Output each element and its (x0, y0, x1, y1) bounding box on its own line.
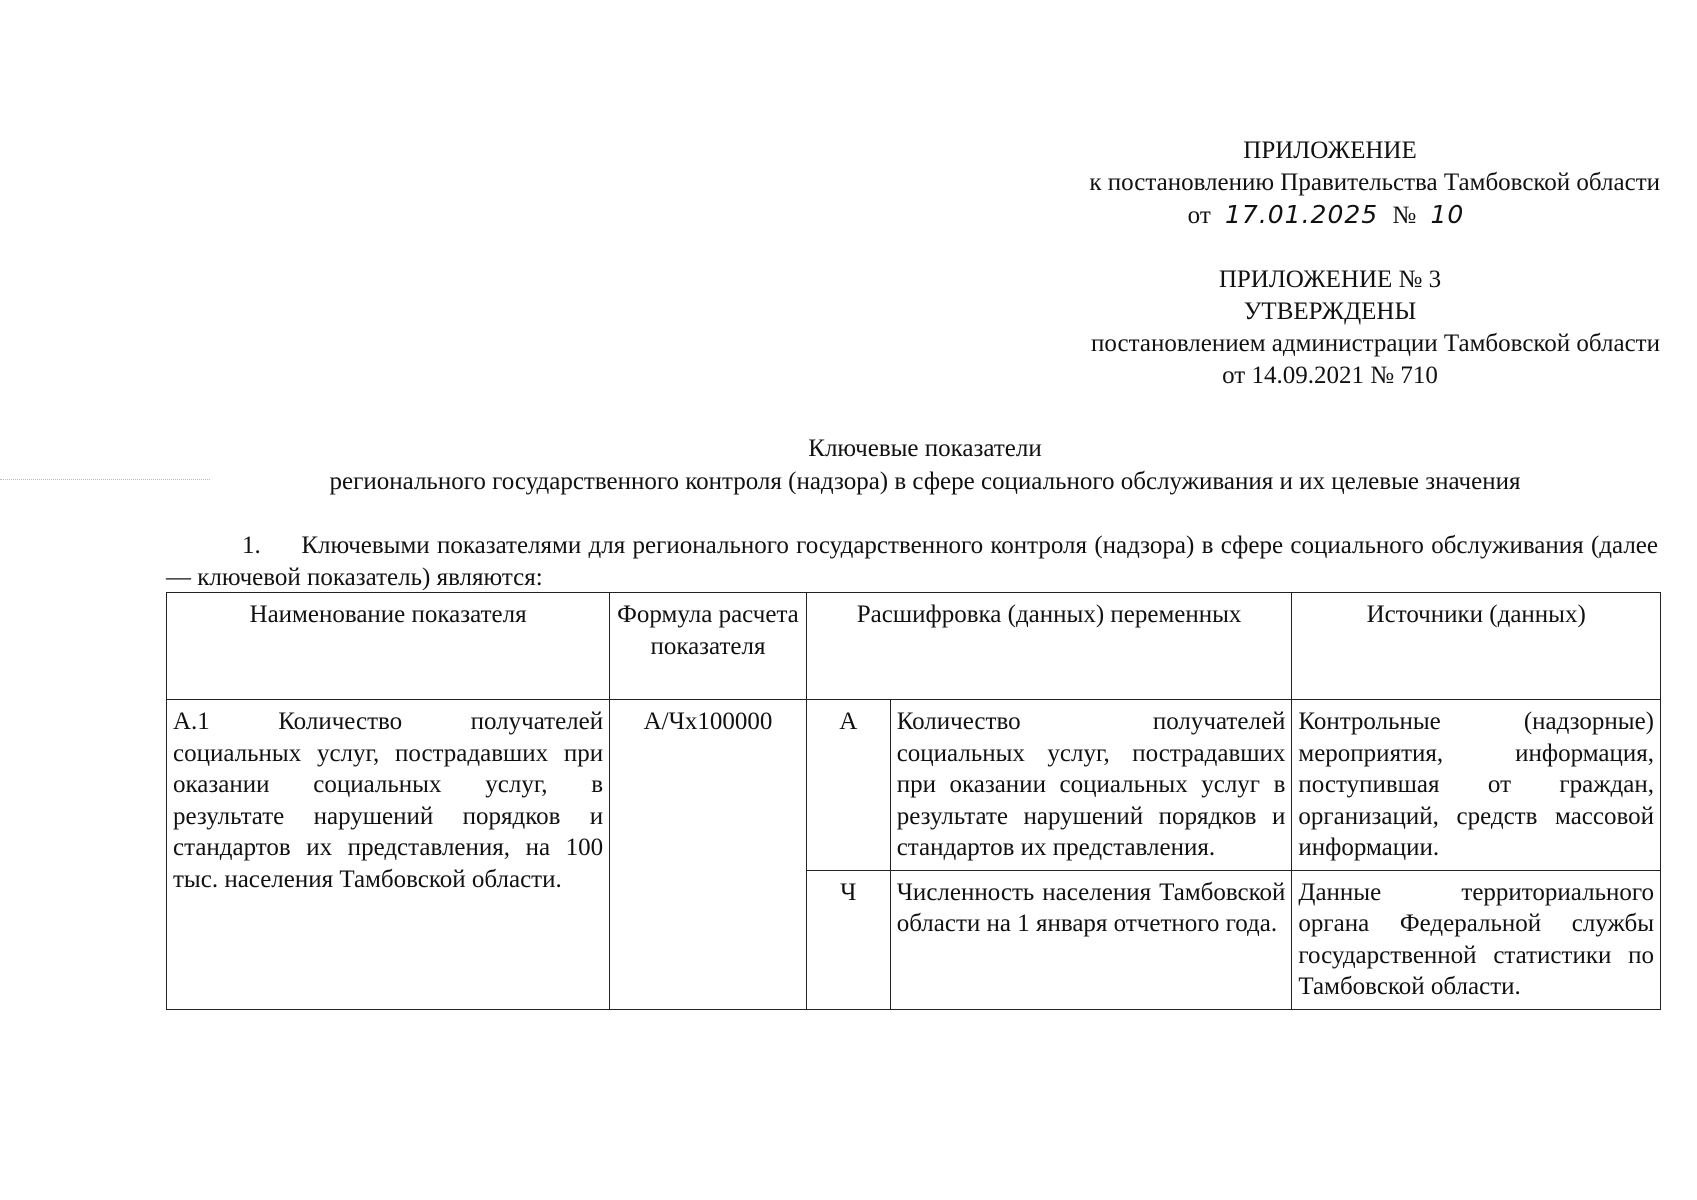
title-line-2: регионального государственного контроля (надзора) в сфере социального обслуживания и их целевые значения (329, 468, 1521, 495)
document-title (160, 432, 1690, 498)
paragraph-number: 1. (242, 532, 261, 559)
approval-header (1000, 264, 1660, 392)
appendix-to-resolution: к постановлению Правительства Тамбовской области (1089, 169, 1660, 196)
date-prefix: от (1187, 202, 1211, 229)
scan-artifact-dotted-line (0, 479, 210, 480)
number-sign: № (1392, 202, 1417, 229)
appendix-title: ПРИЛОЖЕНИЕ (1243, 137, 1417, 164)
header-sources: Источники (данных) (1292, 593, 1661, 700)
approved-by-resolution: постановлением администрации Тамбовской области (1091, 330, 1660, 357)
key-indicators-table (166, 592, 1661, 1010)
paragraph-1 (166, 530, 1658, 594)
paragraph-text: Ключевыми показателями для регионального государственного контроля (надзора) в сфере социального обслуживания (далее — ключевой показатель) являются: (166, 532, 1658, 591)
handwritten-date: 17.01.2025 (1225, 200, 1379, 229)
title-line-1: Ключевые показатели (808, 435, 1042, 462)
data-source: Данные территориального органа Федеральной службы государственной статистики по Тамбовской области. (1292, 870, 1661, 1009)
header-name: Наименование показателя (167, 593, 610, 700)
indicator-name: А.1 Количество получателей социальных услуг, пострадавших при оказании социальных услуг, в результате нарушений порядков и стандартов их представления, на 100 тыс. населения Тамбовской области. (167, 700, 610, 1010)
appendix-header (1000, 135, 1660, 232)
approved-label: УТВЕРЖДЕНЫ (1243, 298, 1417, 325)
indicator-formula: А/Чx100000 (610, 700, 807, 1010)
appendix-date-line (1000, 199, 1660, 232)
header-variables: Расшифровка (данных) переменных (806, 593, 1292, 700)
resolution-date: от 14.09.2021 № 710 (1222, 362, 1438, 389)
data-source: Контрольные (надзорные) мероприятия, информация, поступившая от граждан, организаций, средств массовой информации. (1292, 700, 1661, 871)
handwritten-number: 10 (1430, 200, 1465, 229)
variable-description: Количество получателей социальных услуг, пострадавших при оказании социальных услуг в результате нарушений порядков и стандартов их представления. (890, 700, 1292, 871)
appendix-number: ПРИЛОЖЕНИЕ № 3 (1218, 266, 1442, 293)
table-row (167, 700, 1661, 871)
variable-symbol: Ч (806, 870, 890, 1009)
variable-symbol: А (806, 700, 890, 871)
table-header-row (167, 593, 1661, 700)
header-formula: Формула расчета показателя (610, 593, 807, 700)
variable-description: Численность населения Тамбовской области на 1 января отчетного года. (890, 870, 1292, 1009)
